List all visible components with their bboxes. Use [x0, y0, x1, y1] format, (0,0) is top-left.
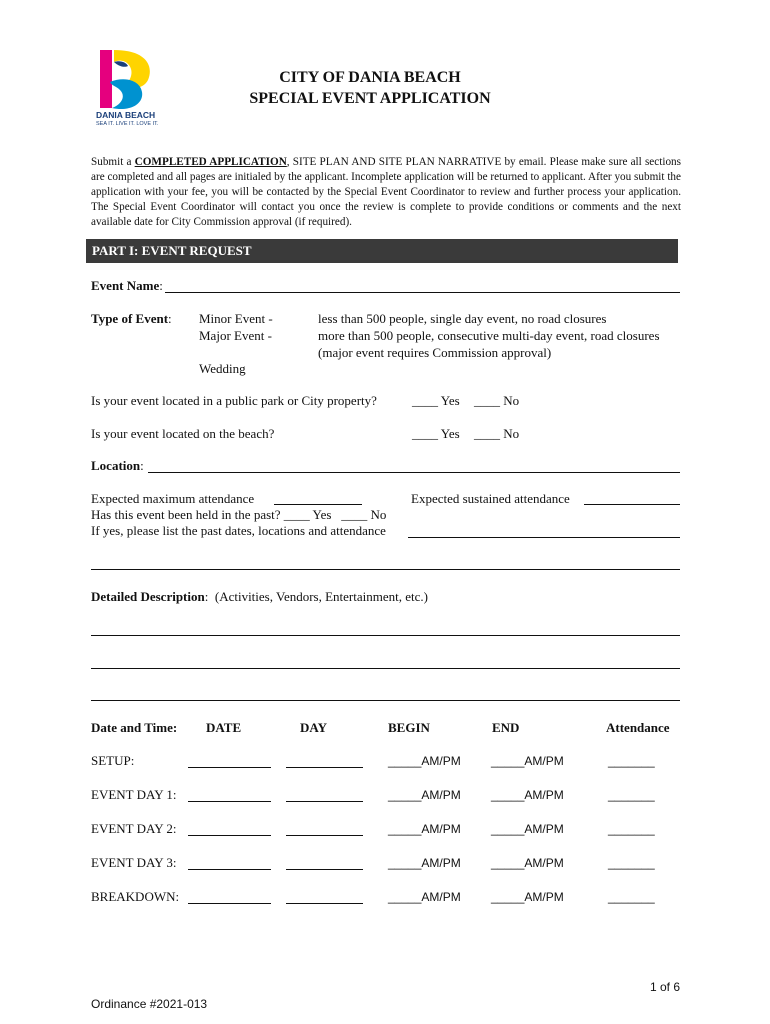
held-past-question[interactable]: Has this event been held in the past? ____ Yes ____ No [91, 507, 387, 522]
ordinance-number: Ordinance #2021-013 [91, 997, 208, 1011]
date-field[interactable] [188, 835, 271, 836]
part1-header: PART I: EVENT REQUEST [86, 239, 678, 263]
intro-paragraph [91, 155, 681, 230]
date-field[interactable] [188, 869, 271, 870]
park-yes[interactable]: ____ Yes [412, 393, 460, 408]
description-line-2[interactable] [91, 668, 680, 669]
detailed-description-hint: (Activities, Vendors, Entertainment, etc.) [214, 589, 428, 604]
attendance-field[interactable]: _______ [608, 856, 655, 870]
park-question: Is your event located in a public park or City property? [91, 393, 377, 408]
detailed-description-row: Detailed Description: (Activities, Vendors, Entertainment, etc.) [91, 589, 428, 604]
end-field[interactable]: _____AM/PM [491, 822, 564, 836]
beach-no[interactable]: ____ No [474, 426, 520, 441]
begin-field[interactable]: _____AM/PM [388, 890, 461, 904]
intro-before: Submit a [91, 156, 135, 168]
begin-field[interactable]: _____AM/PM [388, 822, 461, 836]
col-end: END [492, 720, 520, 735]
end-field[interactable]: _____AM/PM [491, 856, 564, 870]
page-title-line2: SPECIAL EVENT APPLICATION [249, 90, 491, 107]
beach-question: Is your event located on the beach? [91, 426, 275, 441]
col-begin: BEGIN [388, 720, 430, 735]
day-field[interactable] [286, 869, 363, 870]
end-field[interactable]: _____AM/PM [491, 890, 564, 904]
event-name-row: Event Name: [91, 278, 163, 293]
past-dates-field-2[interactable] [91, 569, 680, 570]
description-line-3[interactable] [91, 700, 680, 701]
row-label: EVENT DAY 3: [91, 855, 177, 870]
begin-field[interactable]: _____AM/PM [388, 788, 461, 802]
location-label: Location: [91, 458, 144, 473]
row-label: SETUP: [91, 753, 135, 768]
begin-field[interactable]: _____AM/PM [388, 754, 461, 768]
location-field[interactable] [148, 472, 680, 473]
end-field[interactable]: _____AM/PM [491, 788, 564, 802]
past-dates-field[interactable] [408, 537, 680, 538]
intro-after: , SITE PLAN AND SITE PLAN NARRATIVE by email. Please make sure all sections are completed and all pages are initialed by the applicant. Incomplete application will be returned to applicant. After you submit the application with your fee, you will be contacted by the Special Event Coordinator to review and further process your application. The Special Event Coordinator will contact you once the review is complete to provide conditions or comments and the next available date for City Commission approval (if required). [91, 156, 681, 228]
attendance-field[interactable]: _______ [608, 754, 655, 768]
detailed-description-label: Detailed Description [91, 589, 205, 604]
page-title-line1: CITY OF DANIA BEACH [279, 69, 461, 86]
major-event-note: (major event requires Commission approval) [318, 345, 552, 360]
past-dates-label: If yes, please list the past dates, locations and attendance [91, 523, 386, 538]
major-event-option[interactable]: Major Event - [199, 328, 272, 343]
expected-max-label: Expected maximum attendance [91, 491, 255, 506]
description-line-1[interactable] [91, 635, 680, 636]
beach-yes[interactable]: ____ Yes [412, 426, 460, 441]
expected-sustained-label: Expected sustained attendance [411, 491, 570, 506]
row-label: BREAKDOWN: [91, 889, 180, 904]
date-time-label: Date and Time: [91, 720, 178, 735]
attendance-field[interactable]: _______ [608, 822, 655, 836]
day-field[interactable] [286, 767, 363, 768]
page-number: 1 of 6 [649, 980, 680, 994]
row-label: EVENT DAY 2: [91, 821, 177, 836]
date-field[interactable] [188, 903, 271, 904]
park-no[interactable]: ____ No [474, 393, 520, 408]
end-field[interactable]: _____AM/PM [491, 754, 564, 768]
begin-field[interactable]: _____AM/PM [388, 856, 461, 870]
col-day: DAY [300, 720, 327, 735]
date-field[interactable] [188, 767, 271, 768]
day-field[interactable] [286, 903, 363, 904]
day-field[interactable] [286, 835, 363, 836]
col-date: DATE [206, 720, 242, 735]
row-label: EVENT DAY 1: [91, 787, 177, 802]
minor-event-desc: less than 500 people, single day event, no road closures [318, 311, 607, 326]
type-of-event-label: Type of Event: [91, 311, 172, 326]
date-field[interactable] [188, 801, 271, 802]
wedding-option[interactable]: Wedding [199, 361, 246, 376]
expected-max-field[interactable] [274, 504, 362, 505]
attendance-field[interactable]: _______ [608, 788, 655, 802]
attendance-field[interactable]: _______ [608, 890, 655, 904]
event-name-label: Event Name [91, 278, 160, 293]
dania-beach-logo [94, 46, 160, 132]
logo-tagline: SEA IT. LIVE IT. LOVE IT. [96, 121, 159, 127]
col-attendance: Attendance [606, 720, 670, 735]
minor-event-option[interactable]: Minor Event - [199, 311, 273, 326]
event-name-field[interactable] [165, 292, 680, 293]
day-field[interactable] [286, 801, 363, 802]
intro-emphasis: COMPLETED APPLICATION [134, 156, 287, 168]
logo-name: DANIA BEACH [96, 110, 156, 120]
expected-sustained-field[interactable] [584, 504, 680, 505]
major-event-desc: more than 500 people, consecutive multi-day event, road closures [318, 328, 660, 343]
